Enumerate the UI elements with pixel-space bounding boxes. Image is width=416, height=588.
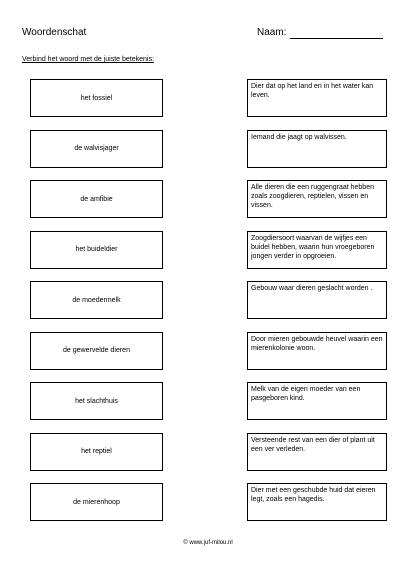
instruction-text: Verbind het woord met de juiste betekenis:: [22, 56, 154, 63]
definition-box: Door mieren gebouwde heuvel waarin een mierenkolonie woon.: [247, 332, 387, 370]
word-box: de amfibie: [30, 180, 163, 218]
definition-column: [247, 79, 387, 534]
definition-box: Dier met een geschubde huid dat eieren legt, zoals een hagedis.: [247, 483, 387, 521]
word-box: het fossiel: [30, 79, 163, 117]
page-title: Woordenschat: [22, 27, 87, 38]
word-box: de moedermelk: [30, 281, 163, 319]
word-box: de mierenhoop: [30, 483, 163, 521]
name-label: Naam:: [257, 27, 287, 38]
word-box: de walvisjager: [30, 130, 163, 168]
definition-box: Zoogdiersoort waarvan de wijfjes een buidel hebben, waarin hun vroegeboren jongen verder in opgroeien.: [247, 231, 387, 269]
footer-copyright: © www.juf-milou.nl: [183, 540, 233, 546]
definition-box: Gebouw waar dieren geslacht worden .: [247, 281, 387, 319]
word-box: het reptiel: [30, 433, 163, 471]
word-column: [30, 79, 163, 534]
word-box: de gewervelde dieren: [30, 332, 163, 370]
definition-box: Melk van de eigen moeder van een pasgeboren kind.: [247, 382, 387, 420]
word-box: het slachthuis: [30, 382, 163, 420]
name-line: [290, 38, 383, 39]
definition-box: Iemand die jaagt op walvissen.: [247, 130, 387, 168]
definition-box: Versteende rest van een dier of plant uit een ver verleden.: [247, 433, 387, 471]
word-box: het buideldier: [30, 231, 163, 269]
definition-box: Alle dieren die een ruggengraat hebben zoals zoogdieren, reptielen, vissen en vissen.: [247, 180, 387, 218]
definition-box: Dier dat op het land en in het water kan leven.: [247, 79, 387, 117]
